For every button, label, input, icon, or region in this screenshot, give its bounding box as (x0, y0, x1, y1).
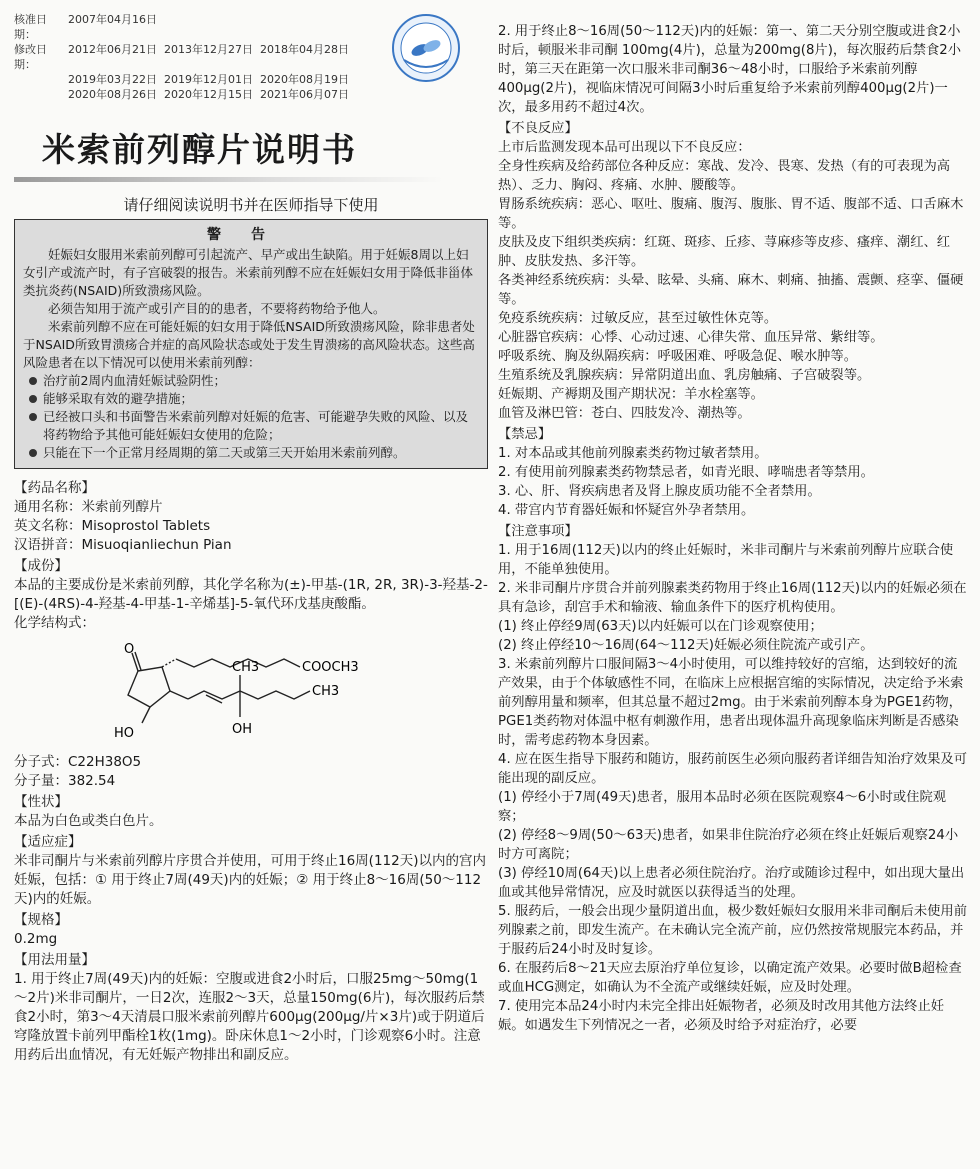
section-text: 上市后监测发现本品可出现以下不良反应： (498, 140, 751, 155)
section-text: 各类神经系统疾病：头晕、眩晕、头痛、麻木、刺痛、抽搐、震颤、痉挛、僵硬等。 (498, 273, 964, 307)
section-text: 分子式：C22H38O5 (14, 754, 142, 770)
section-text: 英文名称：Misoprostol Tablets (14, 518, 211, 534)
section-heading: 【不良反应】 (498, 121, 578, 136)
section-text: 妊娠期、产褥期及围产期状况：羊水栓塞等。 (498, 387, 764, 402)
chem-keto-label: O (124, 642, 135, 657)
section-text: 6. 在服药后8～21天应去原治疗单位复诊，以确定流产效果。必要时做B超检查或血HCG测定，如确认为不全流产或继续妊娠，应及时处理。 (498, 961, 962, 995)
chem-ester-label: COOCH3 (302, 660, 359, 675)
section-text: (2) 停经8～9周(50～63天)患者，如果非住院治疗必须在终止妊娠后观察24小时方可离院； (498, 828, 959, 862)
section-text: 本品的主要成份是米索前列醇，其化学名称为(±)-甲基-(1R, 2R, 3R)-3-羟基-2-[(E)-(4RS)-4-羟基-4-甲基-1-辛烯基]-5-氧代环戊基庚酸酯。 (14, 577, 488, 612)
section-text: 2. 有使用前列腺素类药物禁忌者，如青光眼、哮喘患者等禁用。 (498, 465, 874, 480)
section-text: 皮肤及皮下组织类疾病：红斑、斑疹、丘疹、荨麻疹等皮疹、瘙痒、潮红、红肿、皮肤发热、多汗等。 (498, 235, 951, 269)
chem-ho-label: HO (114, 726, 135, 741)
section-text: 全身性疾病及给药部位各种反应：寒战、发冷、畏寒、发热（有的可表现为高热）、乏力、胸闷、疼痛、水肿、腰酸等。 (498, 159, 951, 193)
warning-paragraph: 必须告知用于流产或引产目的的患者，不要将药物给予他人。 (48, 301, 386, 316)
date-label (14, 72, 68, 87)
section-heading: 【用法用量】 (14, 952, 95, 968)
chemical-structure (14, 637, 488, 749)
section-text: 生殖系统及乳腺疾病：异常阴道出血、乳房触痛、子宫破裂等。 (498, 368, 871, 383)
chem-methyl-label: CH3 (312, 684, 340, 699)
date-value: 2013年12月27日 (164, 43, 253, 56)
section-text: 免疫系统疾病：过敏反应，甚至过敏性休克等。 (498, 311, 778, 326)
date-label (14, 87, 68, 102)
left-column (14, 12, 488, 1065)
section-text: 通用名称：米索前列醇片 (14, 499, 163, 515)
left-sections-bottom (14, 753, 488, 1065)
date-value: 2018年04月28日 (260, 43, 349, 56)
section-text: 米非司酮片与米索前列醇片序贯合并使用，可用于终止16周(112天)以内的宫内妊娠，包括：① 用于终止7周(49天)内的妊娠；② 用于终止8～16周(50～112天)内的妊娠。 (14, 853, 486, 907)
date-label: 修改日期： (14, 43, 47, 71)
section-heading: 【规格】 (14, 912, 68, 928)
section-text: (3) 停经10周(64天)以上患者必须住院治疗。治疗或随诊过程中，如出现大量出血或其他异常情况，应及时就医以获得适当的处理。 (498, 866, 965, 900)
chemical-structure-diagram (110, 637, 410, 749)
warning-heading: 警告 (207, 227, 295, 243)
title-rule (14, 177, 444, 182)
date-value: 2020年12月15日 (164, 88, 253, 101)
subtitle: 请仔细阅读说明书并在医师指导下使用 (123, 196, 379, 214)
warning-paragraph: 妊娠妇女服用米索前列醇可引起流产、早产或出生缺陷。用于妊娠8周以上妇女引产或流产时，有子宫破裂的报告。米索前列醇不应在妊娠妇女用于降低非甾体类抗炎药(NSAID)所致溃疡风险。 (23, 247, 474, 298)
date-value: 2007年04月16日 (68, 13, 157, 26)
section-text: 汉语拼音：Misuoqianliechun Pian (14, 537, 232, 553)
section-text: 分子量：382.54 (14, 773, 116, 789)
section-text: 3. 心、肝、肾疾病患者及肾上腺皮质功能不全者禁用。 (498, 484, 821, 499)
section-text: 本品为白色或类白色片。 (14, 813, 163, 829)
section-text: 1. 对本品或其他前列腺素类药物过敏者禁用。 (498, 446, 768, 461)
section-text: 4. 带宫内节育器妊娠和怀疑宫外孕者禁用。 (498, 503, 755, 518)
section-heading: 【注意事项】 (498, 524, 578, 539)
warning-paragraph: 米索前列醇不应在可能妊娠的妇女用于降低NSAID所致溃疡风险，除非患者处于NSAID所致胃溃疡合并症的高风险状态或处于发生胃溃疡的高风险状态。这些高风险患者在以下情况可以使用米索前列醇： (23, 319, 475, 370)
section-heading: 【成份】 (14, 558, 68, 574)
section-text: 2. 米非司酮片序贯合并前列腺素类药物用于终止16周(112天)以内的妊娠必须在具有急诊，刮宫手术和输液、输血条件下的医疗机构使用。 (498, 581, 967, 615)
section-text: 化学结构式： (14, 615, 95, 631)
warning-bullet: 已经被口头和书面警告米索前列醇对妊娠的危害、可能避孕失败的风险、以及将药物给予其他可能妊娠妇女使用的危险； (23, 408, 479, 444)
section-text: 2. 用于终止8～16周(50～112天)内的妊娠：第一、第二天分别空腹或进食2小时后，顿服米非司酮 100mg(4片)，总量为200mg(8片)，每次服药后禁食2小时，第三天在距第一次口服米非司酮36～48小时，口服给予米索前列醇400μg(2片)，视临床情况可间隔3小时后重复给予米索前列醇400μg(2片)一次，最多用药不超过4次。 (498, 24, 962, 115)
date-value: 2019年12月01日 (164, 73, 253, 86)
date-value: 2020年08月26日 (68, 88, 157, 101)
warning-bullet: 治疗前2周内血清妊娠试验阴性； (23, 372, 479, 390)
right-column (498, 22, 968, 1035)
section-heading: 【适应症】 (14, 834, 82, 850)
consistency-evaluation-logo-icon (390, 12, 462, 84)
section-text: 0.2mg (14, 931, 58, 947)
section-text: 胃肠系统疾病：恶心、呕吐、腹痛、腹泻、腹胀、胃不适、腹部不适、口舌麻木等。 (498, 197, 964, 231)
section-text: 5. 服药后，一般会出现少量阴道出血，极少数妊娠妇女服用米非司酮后未使用前列腺素之前，即发生流产。在未确认完全流产前，应仍然按常规服完本药品，并于服药后24小时及时复诊。 (498, 904, 968, 957)
warning-bullet: 只能在下一个正常月经周期的第二天或第三天开始用米索前列醇。 (23, 444, 479, 462)
date-value: 2021年06月07日 (260, 88, 349, 101)
date-row (14, 87, 488, 102)
section-text: (2) 终止停经10～16周(64～112天)妊娠必须住院流产或引产。 (498, 638, 874, 653)
section-text: 7. 使用完本品24小时内未完全排出妊娠物者，必须及时改用其他方法终止妊娠。如遇发生下列情况之一者，必须及时给予对症治疗，必要 (498, 999, 945, 1033)
section-heading: 【禁忌】 (498, 427, 552, 442)
warning-bullet: 能够采取有效的避孕措施； (23, 390, 479, 408)
section-text: (1) 终止停经9周(63天)以内妊娠可以在门诊观察使用； (498, 619, 823, 634)
chem-oh-label: OH (232, 722, 253, 737)
section-text: 1. 用于16周(112天)以内的终止妊娠时，米非司酮片与米索前列醇片应联合使用，不能单独使用。 (498, 543, 954, 577)
date-value: 2020年08月19日 (260, 73, 349, 86)
section-text: 4. 应在医生指导下服药和随访，服药前医生必须向服药者详细告知治疗效果及可能出现的副反应。 (498, 752, 968, 786)
section-heading: 【性状】 (14, 794, 68, 810)
document-title: 米索前列醇片说明书 (42, 130, 357, 169)
section-text: 血管及淋巴管：苍白、四肢发冷、潮热等。 (498, 406, 751, 421)
section-text: 1. 用于终止7周(49天)内的妊娠：空腹或进食2小时后，口服25mg～50mg(1～2片)米非司酮片，一日2次，连服2～3天，总量150mg(6片)，每次服药后禁食2小时，第3～4天清晨口服米索前列醇片600μg(200μg/片×3片)或于阴道后穹隆放置卡前列甲酯栓1枚(1mg)。卧床休息1～2小时，门诊观察6小时。注意用药后出血情况，有无妊娠产物排出和副反应。 (14, 971, 485, 1063)
warning-box (14, 219, 488, 469)
section-text: (1) 停经小于7周(49天)患者，服用本品时必须在医院观察4～6小时或住院观察； (498, 790, 947, 824)
section-text: 3. 米索前列醇片口服间隔3～4小时使用，可以维持较好的宫缩，达到较好的流产效果，由于个体敏感性不同，在临床上应根据宫缩的实际情况，决定给予米索前列醇用量和频率，但其总量不超过2mg。由于米索前列醇本身为PGE1药物，PGE1类药物对体温中枢有刺激作用，患者出现体温升高现象临床判断是否感染时，需考虑药物本身因素。 (498, 657, 964, 748)
section-text: 呼吸系统、胸及纵隔疾病：呼吸困难、呼吸急促、喉水肿等。 (498, 349, 858, 364)
section-text: 心脏器官疾病：心悸、心动过速、心律失常、血压异常、紫绀等。 (498, 330, 884, 345)
date-value: 2019年03月22日 (68, 73, 157, 86)
left-sections-top (14, 479, 488, 633)
date-label: 核准日期： (14, 13, 47, 41)
date-value: 2012年06月21日 (68, 43, 157, 56)
chem-methyl-label: CH3 (232, 660, 260, 675)
section-heading: 【药品名称】 (14, 480, 95, 496)
